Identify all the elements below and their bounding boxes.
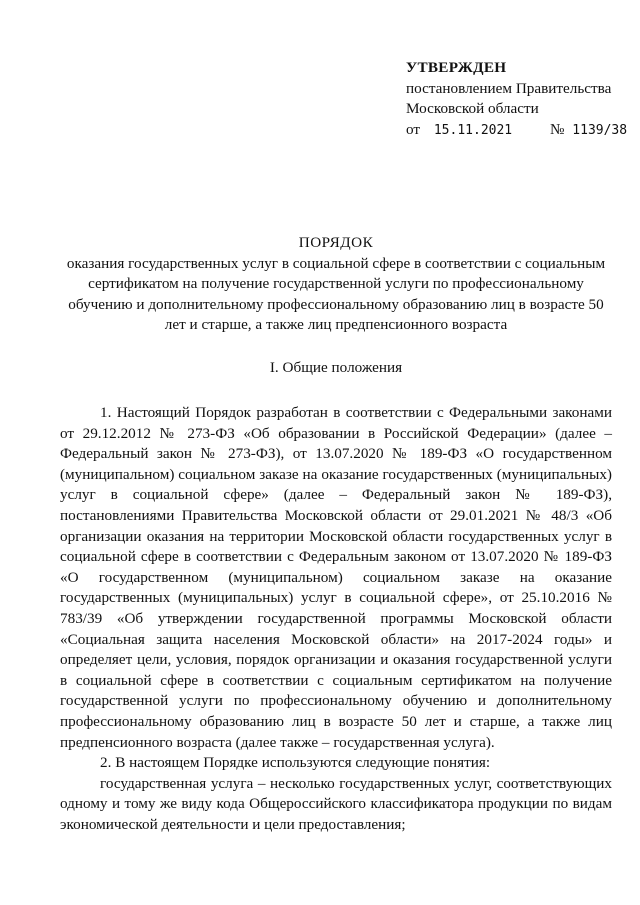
title-subtitle: оказания государственных услуг в социальной сфере в соответствии с социальным сертификатом на получение государственной услуги по профессиональному обучению и дополнительному профессиональному образованию лиц в возрасте 50 лет и старше, а также лиц предпенсионного возраста [66,254,606,334]
approval-date-line [406,120,636,142]
approval-number: 1139/38 [572,122,628,138]
number-label: № [549,120,565,138]
title-heading: ПОРЯДОК [298,234,374,251]
paragraph-3: государственная услуга – несколько государственных услуг, соответствующих одному и тому же виду кода Общероссийского классификатора продукции по видам экономической деятельности и цели предоставления; [60,774,612,833]
document-body [60,403,612,835]
paragraph-2: 2. В настоящем Порядке используются следующие понятия: [100,754,491,772]
approval-line-2: Московской области [406,100,539,118]
date-label: от [406,120,421,138]
approval-stamp [406,58,636,141]
approval-line-1: постановлением Правительства [406,79,612,97]
approval-date: 15.11.2021 [433,122,513,138]
paragraph-1: 1. Настоящий Порядок разработан в соответствии с Федеральными законами от 29.12.2012 № 273-ФЗ «Об образовании в Российской Федерации» (далее – Федеральный закон № 273-ФЗ), от 13.07.2020 № 189-ФЗ «О государственном (муниципальном) социальном заказе на оказание государственных (муниципальных) услуг в социальной сфере» (далее – Федеральный закон № 189-ФЗ), постановлениями Правительства Московской области от 29.01.2021 № 48/3 «Об организации оказания на территории Московской области государственных услуг в социальной сфере в соответствии с Федеральным законом от 13.07.2020 № 189-ФЗ «О государственном (муниципальном) социальном заказе на оказание государственных (муниципальных) услуг в социальной сфере», от 25.10.2016 № 783/39 «Об утверждении государственной программы Московской области «Социальная защита населения Московской области» на 2017-2024 годы» и определяет цели, условия, порядок организации и оказания государственной услуги в социальной сфере в соответствии с социальным сертификатом на получение государственной услуги по профессиональному обучению и дополнительному профессиональному образованию лиц в возрасте 50 лет и старше, а также лиц предпенсионного возраста (далее также – государственная услуга). [60,404,612,751]
section-title: I. Общие положения [269,359,403,376]
document-title [60,233,612,336]
approval-heading: УТВЕРЖДЕН [406,59,507,76]
